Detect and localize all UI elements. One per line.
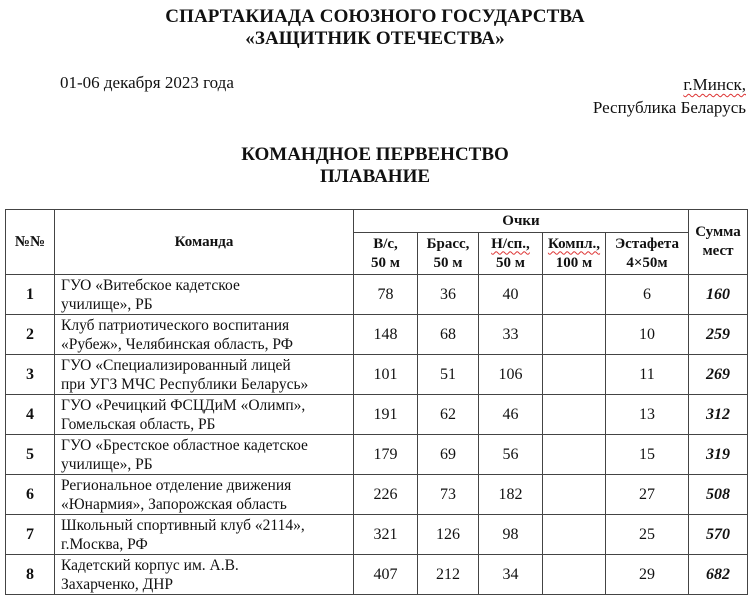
breaststroke-points: 73 xyxy=(418,475,479,515)
breaststroke-points: 212 xyxy=(418,555,479,595)
col-breaststroke-header: Брасс, 50 м xyxy=(418,233,479,275)
row-number: 6 xyxy=(6,475,55,515)
freestyle-points: 191 xyxy=(354,395,418,435)
col-team-header: Команда xyxy=(55,210,354,275)
relay-points: 25 xyxy=(606,515,689,555)
sum-places: 269 xyxy=(689,355,748,395)
backstroke-points: 40 xyxy=(479,275,543,315)
col-relay-header: Эстафета 4×50м xyxy=(606,233,689,275)
backstroke-points: 98 xyxy=(479,515,543,555)
freestyle-points: 179 xyxy=(354,435,418,475)
table-row xyxy=(6,315,748,355)
row-number: 7 xyxy=(6,515,55,555)
table-row xyxy=(6,395,748,435)
team-name: Кадетский корпус им. А.В. Захарченко, ДНР xyxy=(55,555,354,595)
row-number: 8 xyxy=(6,555,55,595)
freestyle-points: 78 xyxy=(354,275,418,315)
breaststroke-points: 51 xyxy=(418,355,479,395)
freestyle-points: 101 xyxy=(354,355,418,395)
medley-points xyxy=(543,555,606,595)
row-number: 5 xyxy=(6,435,55,475)
team-name: Клуб патриотического воспитания «Рубеж», Челябинская область, РФ xyxy=(55,315,354,355)
event-title-line1: СПАРТАКИАДА СОЮЗНОГО ГОСУДАРСТВА xyxy=(165,6,585,27)
relay-points: 11 xyxy=(606,355,689,395)
team-name: ГУО «Брестское областное кадетское училище», РБ xyxy=(55,435,354,475)
medley-points xyxy=(543,475,606,515)
breaststroke-points: 126 xyxy=(418,515,479,555)
freestyle-points: 407 xyxy=(354,555,418,595)
medley-points xyxy=(543,275,606,315)
col-sum-header: Сумма мест xyxy=(689,210,748,275)
sum-places: 682 xyxy=(689,555,748,595)
backstroke-points: 46 xyxy=(479,395,543,435)
sum-places: 160 xyxy=(689,275,748,315)
backstroke-points: 34 xyxy=(479,555,543,595)
backstroke-points: 56 xyxy=(479,435,543,475)
event-date: 01-06 декабря 2023 года xyxy=(60,73,234,92)
col-backstroke-header: Н/сп., 50 м xyxy=(479,233,543,275)
table-row xyxy=(6,355,748,395)
col-medley-header: Компл., 100 м xyxy=(543,233,606,275)
freestyle-points: 321 xyxy=(354,515,418,555)
relay-points: 10 xyxy=(606,315,689,355)
team-name: Региональное отделение движения «Юнармия», Запорожская область xyxy=(55,475,354,515)
breaststroke-points: 69 xyxy=(418,435,479,475)
sum-places: 259 xyxy=(689,315,748,355)
col-points-group-header: Очки xyxy=(354,210,689,233)
team-name: ГУО «Витебское кадетское училище», РБ xyxy=(55,275,354,315)
event-location xyxy=(593,73,746,119)
table-row xyxy=(6,275,748,315)
table-row xyxy=(6,555,748,595)
backstroke-points: 106 xyxy=(479,355,543,395)
row-number: 1 xyxy=(6,275,55,315)
event-title-line2: «ЗАЩИТНИК ОТЕЧЕСТВА» xyxy=(245,28,505,49)
event-city: г.Минск, xyxy=(683,75,746,94)
table-row xyxy=(6,475,748,515)
medley-points xyxy=(543,395,606,435)
relay-points: 15 xyxy=(606,435,689,475)
freestyle-points: 148 xyxy=(354,315,418,355)
relay-points: 6 xyxy=(606,275,689,315)
medley-points xyxy=(543,315,606,355)
row-number: 3 xyxy=(6,355,55,395)
relay-points: 13 xyxy=(606,395,689,435)
col-number-header: №№ xyxy=(6,210,55,275)
sum-places: 508 xyxy=(689,475,748,515)
relay-points: 29 xyxy=(606,555,689,595)
section-title-line2: ПЛАВАНИЕ xyxy=(319,166,431,187)
row-number: 4 xyxy=(6,395,55,435)
row-number: 2 xyxy=(6,315,55,355)
medley-points xyxy=(543,515,606,555)
medley-points xyxy=(543,355,606,395)
backstroke-points: 182 xyxy=(479,475,543,515)
sum-places: 312 xyxy=(689,395,748,435)
event-country: Республика Беларусь xyxy=(592,98,746,117)
table-row xyxy=(6,435,748,475)
sum-places: 319 xyxy=(689,435,748,475)
team-name: ГУО «Специализированный лицей при УГЗ МЧС Республики Беларусь» xyxy=(55,355,354,395)
section-title-line1: КОМАНДНОЕ ПЕРВЕНСТВО xyxy=(241,144,509,165)
breaststroke-points: 36 xyxy=(418,275,479,315)
breaststroke-points: 68 xyxy=(418,315,479,355)
relay-points: 27 xyxy=(606,475,689,515)
medley-points xyxy=(543,435,606,475)
freestyle-points: 226 xyxy=(354,475,418,515)
breaststroke-points: 62 xyxy=(418,395,479,435)
col-freestyle-header: В/с, 50 м xyxy=(354,233,418,275)
table-row xyxy=(6,515,748,555)
team-name: ГУО «Речицкий ФСЦДиМ «Олимп», Гомельская область, РБ xyxy=(55,395,354,435)
sum-places: 570 xyxy=(689,515,748,555)
backstroke-points: 33 xyxy=(479,315,543,355)
results-table xyxy=(5,209,748,595)
team-name: Школьный спортивный клуб «2114», г.Москва, РФ xyxy=(55,515,354,555)
